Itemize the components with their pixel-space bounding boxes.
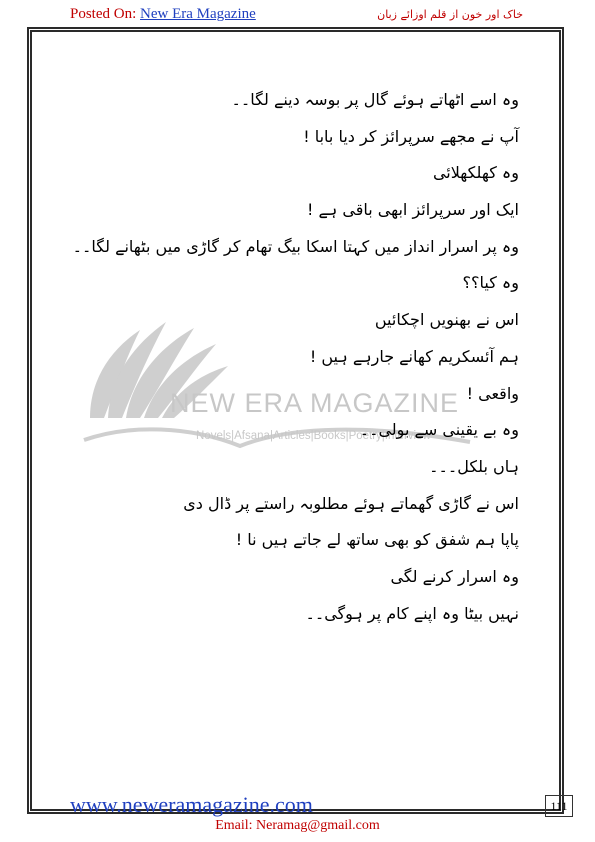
text-line: وہ بے یقینی سے بولی۔۔ [359, 420, 519, 440]
text-line: وہ اسرار کرنے لگی [390, 566, 519, 586]
text-line: وہ کھلکھلائی [432, 163, 519, 183]
text-line: واقعی ! [466, 383, 519, 403]
text-line: ایک اور سرپرائز ابھی باقی ہے ! [307, 200, 519, 220]
posted-on-label: Posted On: [70, 6, 137, 22]
text-line: پاپا ہم شفق کو بھی ساتھ لے جاتے ہیں نا ! [235, 530, 519, 550]
watermark-subtitle: Novels|Afsana|Articles|Books|Poetry|Interview [196, 430, 431, 442]
posted-on-header [70, 6, 256, 23]
website-link[interactable]: www.neweramagazine.com [70, 792, 313, 817]
text-line: وہ پر اسرار انداز میں کہتا اسکا بیگ تھام کر گاڑی میں بٹھانے لگا۔۔ [72, 236, 519, 256]
text-line: نہیں بیٹا وہ اپنے کام پر ہوگی۔۔ [305, 603, 519, 623]
magazine-link[interactable]: New Era Magazine [140, 6, 256, 22]
text-line: آپ نے مجھے سرپرائز کر دیا بابا ! [303, 126, 519, 146]
text-line: اس نے گاڑی گھماتے ہوئے مطلوبہ راستے پر ڈال دی [183, 493, 519, 513]
text-line: وہ کیا؟؟ [462, 273, 519, 293]
story-title: خاک اور خون از قلم اوزائے زبان [377, 8, 523, 21]
text-line: وہ اسے اٹھاتے ہوئے گال پر بوسہ دینے لگا۔۔ [231, 90, 519, 109]
contact-email[interactable]: Email: Neramag@gmail.com [215, 818, 380, 833]
text-line: ہم آئسکریم کھانے جارہے ہیں ! [309, 346, 519, 366]
text-line: ہاں بلکل۔۔۔ [429, 456, 519, 476]
text-line: اس نے بھنویں اچکائیں [374, 310, 519, 330]
story-text [72, 82, 519, 632]
page-number: 111 [545, 795, 573, 817]
watermark-title: NEW ERA MAGAZINE [170, 388, 460, 418]
